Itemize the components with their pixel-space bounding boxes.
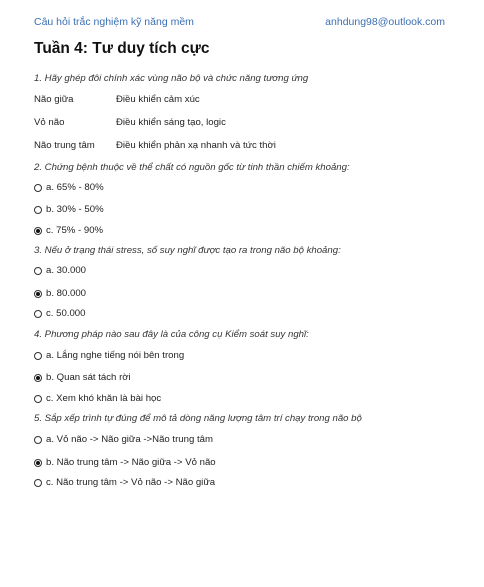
match-left-1: Não giữa: [34, 94, 74, 105]
option-label: b. 30% - 50%: [46, 204, 104, 215]
q2-option-a[interactable]: [34, 182, 104, 193]
option-label: a. Vỏ não -> Não giữa ->Não trung tâm: [46, 434, 213, 445]
radio-icon[interactable]: [34, 310, 42, 318]
header-title: Câu hỏi trắc nghiệm kỹ năng mềm: [34, 16, 194, 28]
radio-icon[interactable]: [34, 184, 42, 192]
header-email: anhdung98@outlook.com: [325, 16, 445, 28]
radio-selected-icon[interactable]: [34, 227, 42, 235]
option-label: c. 75% - 90%: [46, 225, 104, 236]
radio-icon[interactable]: [34, 267, 42, 275]
option-label: c. Xem khó khăn là bài học: [46, 393, 162, 404]
q5-option-b[interactable]: [34, 457, 216, 468]
radio-icon[interactable]: [34, 395, 42, 403]
match-left-3: Não trung tâm: [34, 140, 95, 151]
question-5-text: 5. Sắp xếp trình tự đúng để mô tả dòng năng lượng tâm trí chạy trong não bộ: [34, 413, 362, 424]
match-right-1: Điều khiển cảm xúc: [116, 94, 200, 105]
option-label: a. 30.000: [46, 265, 87, 276]
radio-selected-icon[interactable]: [34, 459, 42, 467]
radio-icon[interactable]: [34, 206, 42, 214]
radio-selected-icon[interactable]: [34, 290, 42, 298]
option-label: c. 50.000: [46, 308, 86, 319]
q4-option-a[interactable]: [34, 350, 184, 361]
match-right-2: Điều khiển sáng tạo, logic: [116, 117, 226, 128]
radio-icon[interactable]: [34, 479, 42, 487]
q3-option-b[interactable]: [34, 288, 86, 299]
q3-option-c[interactable]: [34, 308, 85, 319]
q3-option-a[interactable]: [34, 265, 86, 276]
q4-option-b[interactable]: [34, 372, 131, 383]
page-title: Tuần 4: Tư duy tích cực: [34, 40, 210, 57]
question-2-text: 2. Chứng bệnh thuộc về thể chất có nguồn gốc từ tinh thần chiếm khoảng:: [34, 162, 350, 173]
q5-option-a[interactable]: [34, 434, 213, 445]
option-label: a. Lắng nghe tiếng nói bên trong: [46, 350, 185, 361]
q4-option-c[interactable]: [34, 393, 161, 404]
match-right-3: Điều khiển phản xạ nhanh và tức thời: [116, 140, 276, 151]
question-1-text: 1. Hãy ghép đôi chính xác vùng não bộ và chức năng tương ứng: [34, 73, 309, 84]
radio-icon[interactable]: [34, 436, 42, 444]
option-label: b. Quan sát tách rời: [46, 372, 131, 383]
q5-option-c[interactable]: [34, 477, 215, 488]
question-4-text: 4. Phương pháp nào sau đây là của công cụ Kiểm soát suy nghĩ:: [34, 329, 309, 340]
option-label: b. Não trung tâm -> Não giữa -> Vỏ não: [46, 457, 216, 468]
match-left-2: Vỏ não: [34, 117, 65, 128]
question-3-text: 3. Nếu ở trạng thái stress, số suy nghĩ được tạo ra trong não bộ khoảng:: [34, 245, 341, 256]
option-label: c. Não trung tâm -> Vỏ não -> Não giữa: [46, 477, 216, 488]
option-label: b. 80.000: [46, 288, 87, 299]
radio-icon[interactable]: [34, 352, 42, 360]
q2-option-b[interactable]: [34, 204, 104, 215]
radio-selected-icon[interactable]: [34, 374, 42, 382]
q2-option-c[interactable]: [34, 225, 103, 236]
option-label: a. 65% - 80%: [46, 182, 104, 193]
